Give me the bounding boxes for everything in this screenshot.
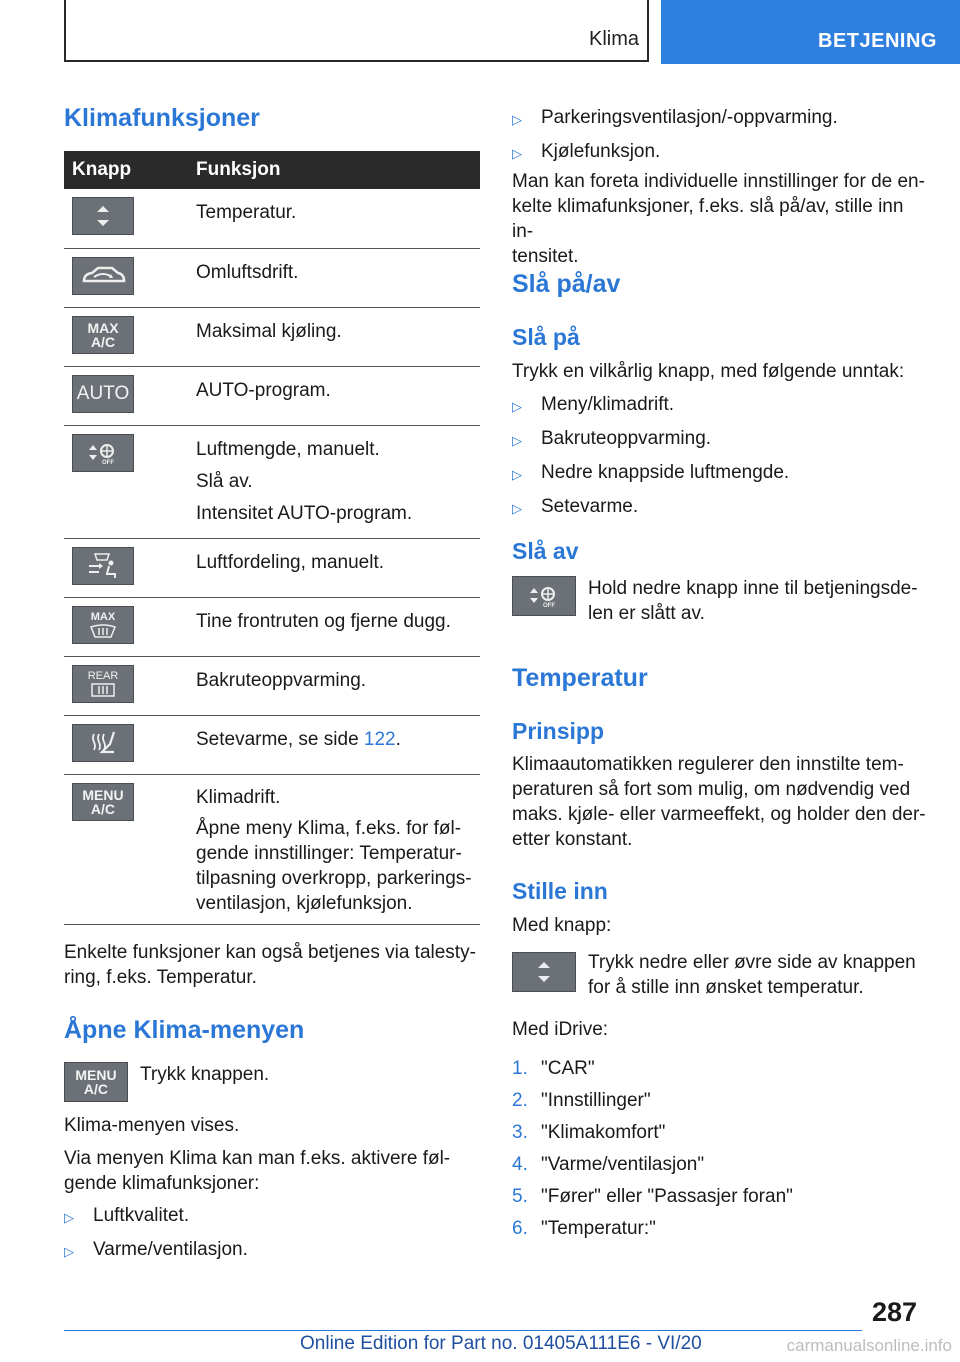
voice-paragraph: Enkelte funksjoner kan også betjenes via talesty- ring, f.eks. Temperatur. <box>64 942 476 988</box>
list-item: 2. "Innstillinger" <box>512 1090 651 1111</box>
header-bar <box>64 0 649 62</box>
list-item: 5. "Fører" eller "Passasjer foran" <box>512 1186 793 1207</box>
function-text: Åpne meny Klima, f.eks. for føl- <box>196 817 462 839</box>
menu-shown-text: Klima-menyen vises. <box>64 1115 240 1136</box>
function-text: Maksimal kjøling. <box>188 307 480 366</box>
temp-up-down-icon <box>512 952 576 992</box>
footer-edition: Online Edition for Part no. 01405A111E6 - VI/20 <box>300 1333 702 1354</box>
list-item: ▷ Luftkvalitet. <box>64 1205 190 1226</box>
fan-off-icon <box>72 434 134 472</box>
function-text: Omluftsdrift. <box>188 248 480 307</box>
table-row <box>64 656 480 715</box>
list-item: ▷ Bakruteoppvarming. <box>512 428 712 449</box>
list-item: ▷ Meny/klimadrift. <box>512 394 675 415</box>
heading-principle: Prinsipp <box>512 718 605 744</box>
heading-open-climate-menu: Åpne Klima-menyen <box>64 1016 305 1044</box>
header-chapter-tab: BETJENING <box>661 0 960 64</box>
principle-paragraph: Klimaautomatikken regulerer den innstilte tem- peraturen så fort som mulig, om nødvendig ved maks. kjøle- eller varmeeffekt, og holder den der- etter konstant. <box>512 754 926 850</box>
table-row <box>64 425 480 538</box>
list-item: 4. "Varme/ventilasjon" <box>512 1154 705 1175</box>
function-text: Klimadrift. <box>196 786 281 808</box>
list-item: ▷ Kjølefunksjon. <box>512 141 661 162</box>
switch-on-text: Trykk en vilkårlig knapp, med følgende unntak: <box>512 361 905 382</box>
exceptions-list <box>512 385 789 521</box>
function-text: Tine frontruten og fjerne dugg. <box>188 597 480 656</box>
idrive-steps <box>512 1049 793 1241</box>
table-row <box>64 189 480 248</box>
watermark: carmanualsonline.info <box>786 1336 952 1355</box>
list-item: 6. "Temperatur:" <box>512 1218 656 1239</box>
function-text: Intensitet AUTO-program. <box>196 502 413 524</box>
function-text: Setevarme, se side 122. <box>188 715 480 774</box>
temp-up-down-icon <box>72 197 134 235</box>
header-section: Klima <box>588 28 639 50</box>
svg-text:OFF: OFF <box>543 603 555 608</box>
table-row <box>64 248 480 307</box>
auto-icon: AUTO <box>72 375 134 413</box>
heading-temperature: Temperatur <box>512 664 648 692</box>
function-text: Luftfordeling, manuelt. <box>188 538 480 597</box>
page-number: 287 <box>872 1297 918 1327</box>
col-header-function: Funksjon <box>188 151 480 189</box>
table-row <box>64 538 480 597</box>
function-text-group <box>188 774 480 924</box>
table-row <box>64 597 480 656</box>
list-item: ▷ Setevarme. <box>512 496 639 517</box>
menu-ac-icon: MENU A/C <box>64 1062 128 1102</box>
max-ac-icon: MAX A/C <box>72 316 134 354</box>
list-item: ▷ Nedre knappside luftmengde. <box>512 462 790 483</box>
press-button-text: Trykk knappen. <box>140 1064 270 1085</box>
seat-heating-icon <box>72 724 134 762</box>
fan-off-icon <box>512 576 576 616</box>
table-row <box>64 307 480 366</box>
rear-defrost-icon: REAR <box>72 665 134 703</box>
menu-info-paragraph: Via menyen Klima kan man f.eks. aktivere føl- gende klimafunksjoner: <box>64 1148 451 1194</box>
list-item: 3. "Klimakomfort" <box>512 1122 666 1143</box>
table-row <box>64 774 480 924</box>
with-button-text: Med knapp: <box>512 915 612 936</box>
menu-ac-icon: MENU A/C <box>72 783 134 821</box>
col-header-button: Knapp <box>64 151 188 189</box>
adjust-row <box>512 950 916 1000</box>
heading-switch-on: Slå på <box>512 324 580 350</box>
function-text: Temperatur. <box>188 189 480 248</box>
climate-functions-table <box>64 151 480 925</box>
page-link-122[interactable]: 122 <box>363 728 396 750</box>
settings-paragraph: Man kan foreta individuelle innstillinger for de en- kelte klimafunksjoner, f.eks. slå på/av, stille inn in- tensitet. <box>512 171 925 267</box>
section-heading-climate-functions: Klimafunksjoner <box>64 104 260 132</box>
menu-button-row <box>64 1062 269 1102</box>
switch-off-text: Hold nedre knapp inne til betjeningsde- len er slått av. <box>588 578 918 624</box>
function-text-group <box>188 425 480 538</box>
function-text: Luftmengde, manuelt. <box>196 438 380 460</box>
table-row <box>64 366 480 425</box>
function-text: AUTO-program. <box>188 366 480 425</box>
table-header <box>64 151 480 189</box>
heading-on-off: Slå på/av <box>512 270 621 298</box>
switch-off-row <box>512 576 918 626</box>
function-text: gende innstillinger: Temperatur- <box>196 842 462 864</box>
air-distribution-icon <box>72 547 134 585</box>
list-item: ▷ Parkeringsventilasjon/-oppvarming. <box>512 107 838 128</box>
max-defrost-icon: MAX <box>72 606 134 644</box>
heading-switch-off: Slå av <box>512 538 579 564</box>
heading-adjust: Stille inn <box>512 878 608 904</box>
recirculation-icon <box>72 257 134 295</box>
table-row <box>64 715 480 774</box>
footer-divider <box>64 1330 862 1331</box>
function-text: tilpasning overkropp, parkerings- <box>196 867 472 889</box>
climate-functions-list <box>64 1196 248 1264</box>
list-item: 1. "CAR" <box>512 1058 595 1079</box>
adjust-text: Trykk nedre eller øvre side av knappen for å stille inn ønsket temperatur. <box>588 952 916 998</box>
list-item: ▷ Varme/ventilasjon. <box>64 1239 248 1260</box>
function-text: Bakruteoppvarming. <box>188 656 480 715</box>
with-idrive-text: Med iDrive: <box>512 1019 609 1040</box>
function-text: Slå av. <box>196 470 253 492</box>
function-text: ventilasjon, kjølefunksjon. <box>196 892 413 914</box>
menu-functions-list-cont <box>512 98 838 166</box>
svg-text:OFF: OFF <box>102 459 114 465</box>
